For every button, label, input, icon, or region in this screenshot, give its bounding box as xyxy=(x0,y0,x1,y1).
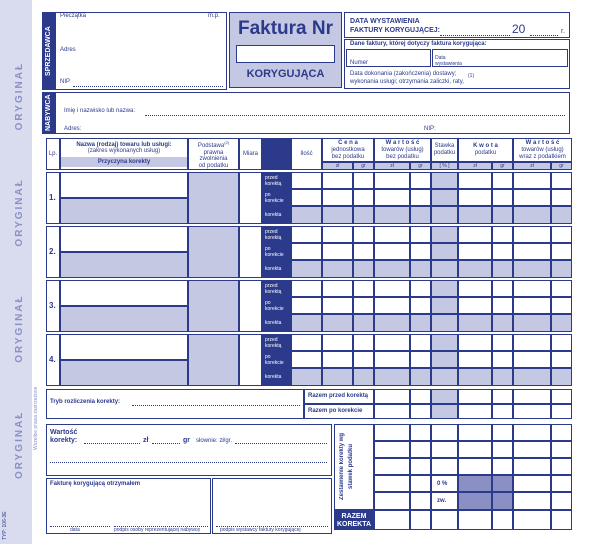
row-podstawa-field[interactable] xyxy=(188,334,239,386)
zestawienie-cell[interactable] xyxy=(410,475,431,492)
slownie-field-2[interactable] xyxy=(50,462,327,463)
razem-po-label: Razem po korekcie xyxy=(304,404,374,419)
zestawienie-cell[interactable] xyxy=(492,458,513,475)
razem-cell[interactable] xyxy=(458,389,492,404)
row-value-cell[interactable] xyxy=(291,280,322,297)
row-value-cell[interactable] xyxy=(322,189,353,206)
zestawienie-cell[interactable] xyxy=(374,475,410,492)
row-value-cell[interactable] xyxy=(492,226,513,243)
row-value-cell[interactable] xyxy=(353,351,374,368)
col-miara: Miara xyxy=(239,138,262,170)
row-podstawa-field[interactable] xyxy=(188,226,239,278)
row-miara-field[interactable] xyxy=(239,226,262,278)
row-value-cell[interactable] xyxy=(431,260,458,278)
row-value-cell[interactable] xyxy=(551,334,572,351)
row-value-cell[interactable] xyxy=(353,206,374,224)
row-value-cell[interactable] xyxy=(431,368,458,386)
row-value-cell[interactable] xyxy=(492,351,513,368)
row-value-cell[interactable] xyxy=(458,297,492,314)
row-value-cell[interactable] xyxy=(458,172,492,189)
seller-adres: Adres xyxy=(60,47,76,53)
row-value-cell[interactable] xyxy=(291,260,322,278)
row-podstawa-field[interactable] xyxy=(188,172,239,224)
row-value-cell[interactable] xyxy=(291,172,322,189)
row-value-cell[interactable] xyxy=(322,172,353,189)
row-value-cell[interactable] xyxy=(353,368,374,386)
issue-year-field[interactable] xyxy=(530,35,558,36)
row-po-label: po korekcie xyxy=(262,297,291,314)
zestawienie-cell[interactable] xyxy=(410,510,431,530)
zestawienie-cell[interactable] xyxy=(551,441,572,458)
zestawienie-cell[interactable] xyxy=(513,510,551,530)
row-value-cell[interactable] xyxy=(374,172,410,189)
row-value-cell[interactable] xyxy=(458,368,492,386)
row-value-cell[interactable] xyxy=(322,334,353,351)
row-value-cell[interactable] xyxy=(322,297,353,314)
zestawienie-cell[interactable] xyxy=(410,441,431,458)
wartosc-gr-label: gr xyxy=(183,437,190,444)
row-value-cell[interactable] xyxy=(374,206,410,224)
row-po-label: po korekcie xyxy=(262,243,291,260)
row-value-cell[interactable] xyxy=(353,189,374,206)
row-po-label: po korekcie xyxy=(262,189,291,206)
row-value-cell[interactable] xyxy=(291,226,322,243)
row-value-cell[interactable] xyxy=(322,226,353,243)
row-value-cell[interactable] xyxy=(410,351,431,368)
row-value-cell[interactable] xyxy=(410,260,431,278)
wartosc-korekty-box xyxy=(46,424,332,476)
razem-przed-label: Razem przed korektą xyxy=(304,389,374,404)
row-przyczyna-field[interactable] xyxy=(60,306,188,332)
row-korekta-label: korekta xyxy=(262,314,291,332)
row-value-cell[interactable] xyxy=(492,243,513,260)
row-value-cell[interactable] xyxy=(291,297,322,314)
row-value-cell[interactable] xyxy=(458,206,492,224)
col-wartosc-brutto: W a r t o ś ć towarów (usług) wraz z podatkiem xyxy=(513,138,572,162)
row-value-cell[interactable] xyxy=(374,334,410,351)
orig-dostawa-1: Data dokonania (zakończenia) dostawy; xyxy=(350,71,457,77)
slownie-label: słownie: zł/gr. xyxy=(196,438,233,444)
col-przyczyna: Przyczyna korekty xyxy=(61,157,187,167)
stawka-pct: [ % ] xyxy=(431,162,458,170)
zestawienie-cell[interactable] xyxy=(458,458,492,475)
row-value-cell[interactable] xyxy=(291,334,322,351)
razem-cell[interactable] xyxy=(431,404,458,419)
row-przyczyna-field[interactable] xyxy=(60,198,188,224)
row-value-cell[interactable] xyxy=(458,226,492,243)
row-value-cell[interactable] xyxy=(458,189,492,206)
buyer-adres-label: Adres: xyxy=(64,126,82,132)
row-value-cell[interactable] xyxy=(374,243,410,260)
row-przed-label: przed korektą xyxy=(262,172,291,189)
zestawienie-cell[interactable] xyxy=(492,424,513,441)
col-stawka: Stawka podatku xyxy=(431,138,458,162)
row-value-cell[interactable] xyxy=(492,297,513,314)
row-value-cell[interactable] xyxy=(513,351,551,368)
zestawienie-cell[interactable] xyxy=(492,510,513,530)
brutto-gr: gr xyxy=(551,162,572,170)
razem-cell[interactable] xyxy=(410,404,431,419)
col-podstawa: Podstawa$^{(2)}$ prawna zwolnienia od podatku xyxy=(188,138,239,170)
row-value-cell[interactable] xyxy=(551,172,572,189)
row-value-cell[interactable] xyxy=(458,260,492,278)
zestawienie-cell[interactable] xyxy=(431,458,458,475)
row-value-cell[interactable] xyxy=(353,172,374,189)
title-sub: KORYGUJĄCA xyxy=(246,68,325,80)
row-value-cell[interactable] xyxy=(431,206,458,224)
razem-cell[interactable] xyxy=(551,404,572,419)
row-value-cell[interactable] xyxy=(374,351,410,368)
cena-gr: gr xyxy=(353,162,374,170)
row-value-cell[interactable] xyxy=(322,368,353,386)
razem-cell[interactable] xyxy=(492,404,513,419)
row-value-cell[interactable] xyxy=(410,189,431,206)
wartosc-korekty-l1: Wartość xyxy=(50,429,78,436)
row-lp: 4. xyxy=(46,334,60,386)
razem-cell[interactable] xyxy=(410,389,431,404)
invoice-number-field[interactable] xyxy=(236,45,335,63)
row-value-cell[interactable] xyxy=(551,226,572,243)
wartosc-zl: zł xyxy=(374,162,410,170)
zestawienie-cell[interactable] xyxy=(513,492,551,510)
row-value-cell[interactable] xyxy=(492,260,513,278)
row-value-cell[interactable] xyxy=(492,189,513,206)
row-value-cell[interactable] xyxy=(513,314,551,332)
row-value-cell[interactable] xyxy=(458,280,492,297)
issue-year: 20 xyxy=(512,22,526,36)
row-value-cell[interactable] xyxy=(374,314,410,332)
razem-cell[interactable] xyxy=(513,389,551,404)
row-value-cell[interactable] xyxy=(458,334,492,351)
brutto-zl: zł xyxy=(513,162,551,170)
buyer-name-field[interactable] xyxy=(145,115,565,116)
col-ilosc: Ilość xyxy=(291,138,322,170)
row-value-cell[interactable] xyxy=(353,243,374,260)
zestawienie-cell[interactable] xyxy=(410,492,431,510)
row-value-cell[interactable] xyxy=(492,334,513,351)
row-value-cell[interactable] xyxy=(353,260,374,278)
zestawienie-cell[interactable] xyxy=(492,441,513,458)
tryb-field[interactable] xyxy=(132,405,300,406)
row-value-cell[interactable] xyxy=(322,314,353,332)
zestawienie-cell[interactable] xyxy=(513,424,551,441)
issue-date-label1: DATA WYSTAWIENIA xyxy=(350,18,420,25)
wartosc-korekty-l2: korekty: xyxy=(50,437,78,444)
row-value-cell[interactable] xyxy=(458,243,492,260)
row-value-cell[interactable] xyxy=(431,189,458,206)
wartosc-gr-field[interactable] xyxy=(152,443,180,444)
row-value-cell[interactable] xyxy=(551,314,572,332)
zestawienie-cell[interactable] xyxy=(431,441,458,458)
row-value-cell[interactable] xyxy=(458,351,492,368)
row-value-cell[interactable] xyxy=(513,243,551,260)
row-value-cell[interactable] xyxy=(551,189,572,206)
row-value-cell[interactable] xyxy=(513,206,551,224)
cena-zl: zł xyxy=(322,162,353,170)
zestawienie-cell[interactable] xyxy=(431,424,458,441)
row-value-cell[interactable] xyxy=(322,260,353,278)
row-value-cell[interactable] xyxy=(353,314,374,332)
row-nazwa-field[interactable] xyxy=(60,226,188,252)
zestawienie-cell[interactable] xyxy=(374,424,410,441)
row-value-cell[interactable] xyxy=(551,243,572,260)
row-value-cell[interactable] xyxy=(410,334,431,351)
buyer-nip-field[interactable] xyxy=(440,133,565,134)
row-value-cell[interactable] xyxy=(513,297,551,314)
seller-nip: NIP xyxy=(60,79,71,85)
col-nazwa: Nazwa (rodzaj) towaru lub usługi: (zakres wykonanych usług) Przyczyna korekty xyxy=(60,138,188,170)
col-wartosc: W a r t o ś ć towarów (usług) bez podatku xyxy=(374,138,431,162)
zestawienie-cell[interactable] xyxy=(551,475,572,492)
row-przyczyna-field[interactable] xyxy=(60,360,188,386)
col-spacer xyxy=(262,138,291,170)
seller-mp: m.p. xyxy=(208,13,220,19)
received-label: Fakturę korygującą otrzymałem xyxy=(50,481,141,487)
row-value-cell[interactable] xyxy=(492,368,513,386)
zestawienie-cell[interactable] xyxy=(551,424,572,441)
zestawienie-cell[interactable] xyxy=(551,458,572,475)
row-miara-field[interactable] xyxy=(239,334,262,386)
row-value-cell[interactable] xyxy=(322,206,353,224)
col-kwota: K w o t a podatku xyxy=(458,138,513,162)
row-po-label: po korekcie xyxy=(262,351,291,368)
row-value-cell[interactable] xyxy=(410,280,431,297)
row-value-cell[interactable] xyxy=(551,260,572,278)
row-nazwa-field[interactable] xyxy=(60,172,188,198)
row-lp: 3. xyxy=(46,280,60,332)
orig-dostawa-2: wykonania usługi; otrzymania zaliczki, raty, xyxy=(350,79,464,85)
row-value-cell[interactable] xyxy=(492,314,513,332)
row-przed-label: przed korektą xyxy=(262,280,291,297)
row-value-cell[interactable] xyxy=(551,297,572,314)
sign-wystawca-label: podpis wystawcy faktury korygującej xyxy=(220,527,301,533)
row-value-cell[interactable] xyxy=(513,172,551,189)
row-value-cell[interactable] xyxy=(374,189,410,206)
zestawienie-cell[interactable] xyxy=(458,492,492,510)
row-podstawa-field[interactable] xyxy=(188,280,239,332)
zestawienie-cell[interactable] xyxy=(513,441,551,458)
buyer-name-label: Imię i nazwisko lub nazwa: xyxy=(64,108,136,114)
row-lp: 1. xyxy=(46,172,60,224)
zestawienie-cell[interactable] xyxy=(492,475,513,492)
seller-side-label: SPRZEDAWCA xyxy=(42,12,56,90)
row-value-cell[interactable] xyxy=(513,280,551,297)
row-value-cell[interactable] xyxy=(410,368,431,386)
kwota-zl: zł xyxy=(458,162,492,170)
zestawienie-cell[interactable] xyxy=(374,441,410,458)
row-value-cell[interactable] xyxy=(374,297,410,314)
row-value-cell[interactable] xyxy=(431,314,458,332)
wartosc-zl-field[interactable] xyxy=(84,443,140,444)
orig-data-label: Data wystawienia xyxy=(435,55,462,67)
row-value-cell[interactable] xyxy=(492,172,513,189)
zestawienie-cell[interactable] xyxy=(458,510,492,530)
row-value-cell[interactable] xyxy=(291,314,322,332)
row-lp: 2. xyxy=(46,226,60,278)
razem-korekta-label: RAZEM KOREKTA xyxy=(334,510,374,530)
orig-numer-label: Numer xyxy=(350,60,369,66)
row-value-cell[interactable] xyxy=(291,243,322,260)
zestawienie-cell[interactable] xyxy=(374,492,410,510)
row-value-cell[interactable] xyxy=(410,297,431,314)
sign-date-field[interactable] xyxy=(50,526,110,527)
zestawienie-cell[interactable] xyxy=(410,458,431,475)
row-value-cell[interactable] xyxy=(410,206,431,224)
col-cena: C e n a jednostkowa bez podatku xyxy=(322,138,374,162)
col-lp: Lp. xyxy=(46,138,60,170)
row-value-cell[interactable] xyxy=(513,368,551,386)
oryginal-label: ORYGINAŁ ORYGINAŁ ORYGINAŁ ORYGINAŁ xyxy=(14,61,25,479)
sign-date-label: data xyxy=(70,527,80,533)
row-value-cell[interactable] xyxy=(410,172,431,189)
zestawienie-cell[interactable] xyxy=(458,441,492,458)
row-przed-label: przed korektą xyxy=(262,226,291,243)
row-value-cell[interactable] xyxy=(551,280,572,297)
row-value-cell[interactable] xyxy=(291,368,322,386)
row-value-cell[interactable] xyxy=(322,243,353,260)
row-value-cell[interactable] xyxy=(374,226,410,243)
row-value-cell[interactable] xyxy=(410,226,431,243)
razem-cell[interactable] xyxy=(492,389,513,404)
row-przyczyna-field[interactable] xyxy=(60,252,188,278)
row-value-cell[interactable] xyxy=(458,314,492,332)
row-value-cell[interactable] xyxy=(551,351,572,368)
rate-0: 0 % xyxy=(437,481,448,487)
row-value-cell[interactable] xyxy=(513,334,551,351)
razem-cell[interactable] xyxy=(513,404,551,419)
title-main: Faktura Nr xyxy=(237,18,334,39)
row-value-cell[interactable] xyxy=(374,260,410,278)
zestawienie-cell[interactable] xyxy=(551,492,572,510)
seller-pieczatka: Pieczątka xyxy=(60,13,87,19)
row-value-cell[interactable] xyxy=(353,297,374,314)
zestawienie-cell[interactable] xyxy=(431,510,458,530)
buyer-side-label: NABYWCA xyxy=(42,92,56,134)
row-value-cell[interactable] xyxy=(410,314,431,332)
row-korekta-label: korekta xyxy=(262,368,291,386)
row-value-cell[interactable] xyxy=(431,334,458,351)
buyer-nip-label: NIP: xyxy=(424,126,436,132)
sign-nabywca-label: podpis osoby reprezentującej nabywcę xyxy=(114,527,201,533)
zestawienie-cell[interactable] xyxy=(492,492,513,510)
row-korekta-label: korekta xyxy=(262,206,291,224)
small-print: Wszelkie prawa zastrzeżone xyxy=(33,386,39,450)
row-przed-label: przed korektą xyxy=(262,334,291,351)
razem-cell[interactable] xyxy=(374,389,410,404)
tryb-label: Tryb rozliczenia korekty: xyxy=(50,399,121,405)
row-value-cell[interactable] xyxy=(513,260,551,278)
buyer-adres-field[interactable] xyxy=(86,133,421,134)
row-value-cell[interactable] xyxy=(431,280,458,297)
orig-note: (1) xyxy=(468,73,475,79)
row-value-cell[interactable] xyxy=(291,206,322,224)
orig-header: Dane faktury, której dotyczy faktura korygująca: xyxy=(350,41,487,47)
zestawienie-cell[interactable] xyxy=(551,510,572,530)
row-value-cell[interactable] xyxy=(410,243,431,260)
razem-cell[interactable] xyxy=(458,404,492,419)
zestawienie-cell[interactable] xyxy=(513,475,551,492)
zestawienie-label: Zestawienie korekty wg stawek podatku xyxy=(339,432,354,500)
zestawienie-cell[interactable] xyxy=(410,424,431,441)
razem-cell[interactable] xyxy=(431,389,458,404)
row-value-cell[interactable] xyxy=(431,297,458,314)
row-value-cell[interactable] xyxy=(291,351,322,368)
row-value-cell[interactable] xyxy=(551,368,572,386)
row-value-cell[interactable] xyxy=(551,206,572,224)
row-korekta-label: korekta xyxy=(262,260,291,278)
row-value-cell[interactable] xyxy=(322,351,353,368)
row-nazwa-field[interactable] xyxy=(60,334,188,360)
issue-date-field[interactable] xyxy=(440,35,510,36)
row-nazwa-field[interactable] xyxy=(60,280,188,306)
row-value-cell[interactable] xyxy=(513,226,551,243)
kwota-gr: gr xyxy=(492,162,513,170)
zestawienie-cell[interactable] xyxy=(374,458,410,475)
issue-suffix: r. xyxy=(561,28,565,35)
rate-zw: zw. xyxy=(437,498,447,504)
zestawienie-cell[interactable] xyxy=(513,458,551,475)
row-value-cell[interactable] xyxy=(322,280,353,297)
row-value-cell[interactable] xyxy=(431,226,458,243)
row-value-cell[interactable] xyxy=(513,189,551,206)
seller-nip-line[interactable] xyxy=(73,86,223,87)
wartosc-gr: gr xyxy=(410,162,431,170)
form-code: TYP: 106-3E xyxy=(2,511,8,540)
razem-cell[interactable] xyxy=(374,404,410,419)
razem-cell[interactable] xyxy=(551,389,572,404)
zestawienie-cell[interactable] xyxy=(458,475,492,492)
row-value-cell[interactable] xyxy=(431,351,458,368)
row-value-cell[interactable] xyxy=(374,280,410,297)
row-value-cell[interactable] xyxy=(353,226,374,243)
zestawienie-cell[interactable] xyxy=(374,510,410,530)
row-value-cell[interactable] xyxy=(431,172,458,189)
row-value-cell[interactable] xyxy=(353,280,374,297)
row-value-cell[interactable] xyxy=(492,206,513,224)
row-miara-field[interactable] xyxy=(239,172,262,224)
row-value-cell[interactable] xyxy=(431,243,458,260)
row-value-cell[interactable] xyxy=(353,334,374,351)
row-value-cell[interactable] xyxy=(374,368,410,386)
wartosc-zl-label: zł xyxy=(143,437,149,444)
issue-date-label2: FAKTURY KORYGUJĄCEJ: xyxy=(350,27,440,34)
row-value-cell[interactable] xyxy=(291,189,322,206)
row-miara-field[interactable] xyxy=(239,280,262,332)
slownie-field[interactable] xyxy=(235,443,327,444)
zestawienie-cell[interactable] xyxy=(458,424,492,441)
row-value-cell[interactable] xyxy=(492,280,513,297)
